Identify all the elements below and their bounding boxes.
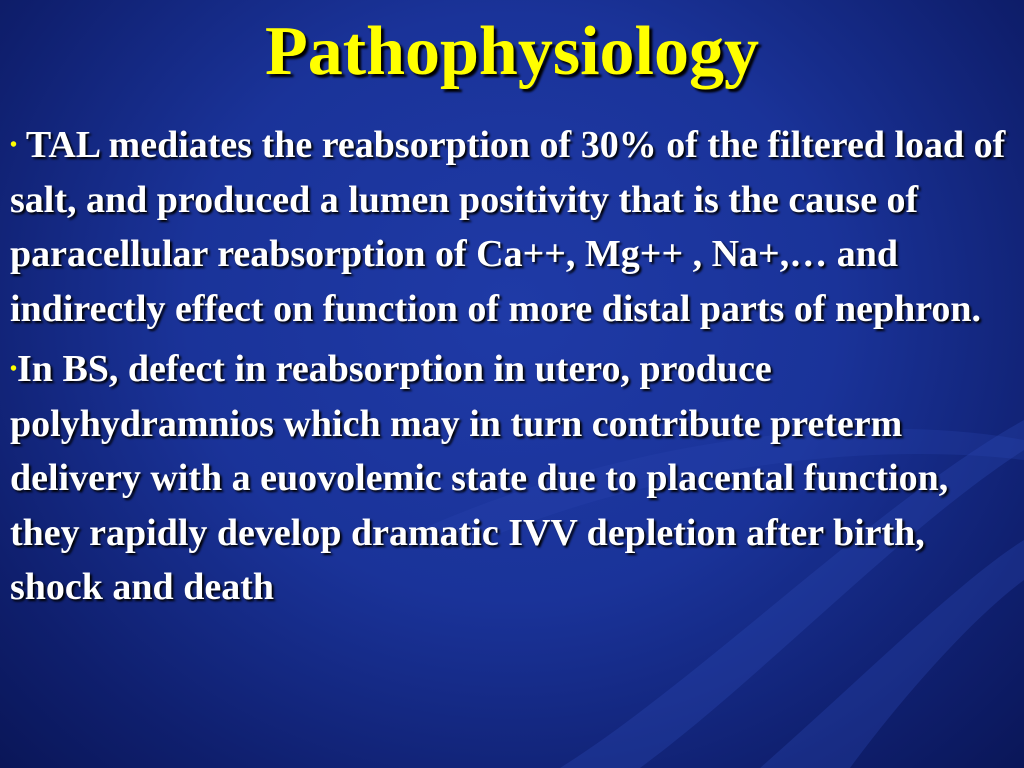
bullet-1-text: TAL mediates the reabsorption of 30% of the filtered load of salt, and produced a lumen positivity that is the cause of paracellular reabsorption of Ca++, Mg++ , Na+,… and indirectly effect on function of more distal parts of nephron. bbox=[10, 124, 1006, 330]
bullet-point-2 bbox=[10, 342, 1010, 615]
slide-body bbox=[10, 118, 1010, 621]
bullet-2-text: In BS, defect in reabsorption in utero, produce polyhydramnios which may in turn contribute preterm delivery with a euovolemic state due to placental function, they rapidly develop dramatic IVV depletion after birth, shock and death bbox=[10, 348, 949, 608]
bullet-icon: • bbox=[10, 358, 18, 380]
bullet-icon: • bbox=[10, 134, 18, 156]
bullet-point-1 bbox=[10, 118, 1010, 336]
slide-title: Pathophysiology bbox=[265, 13, 759, 90]
